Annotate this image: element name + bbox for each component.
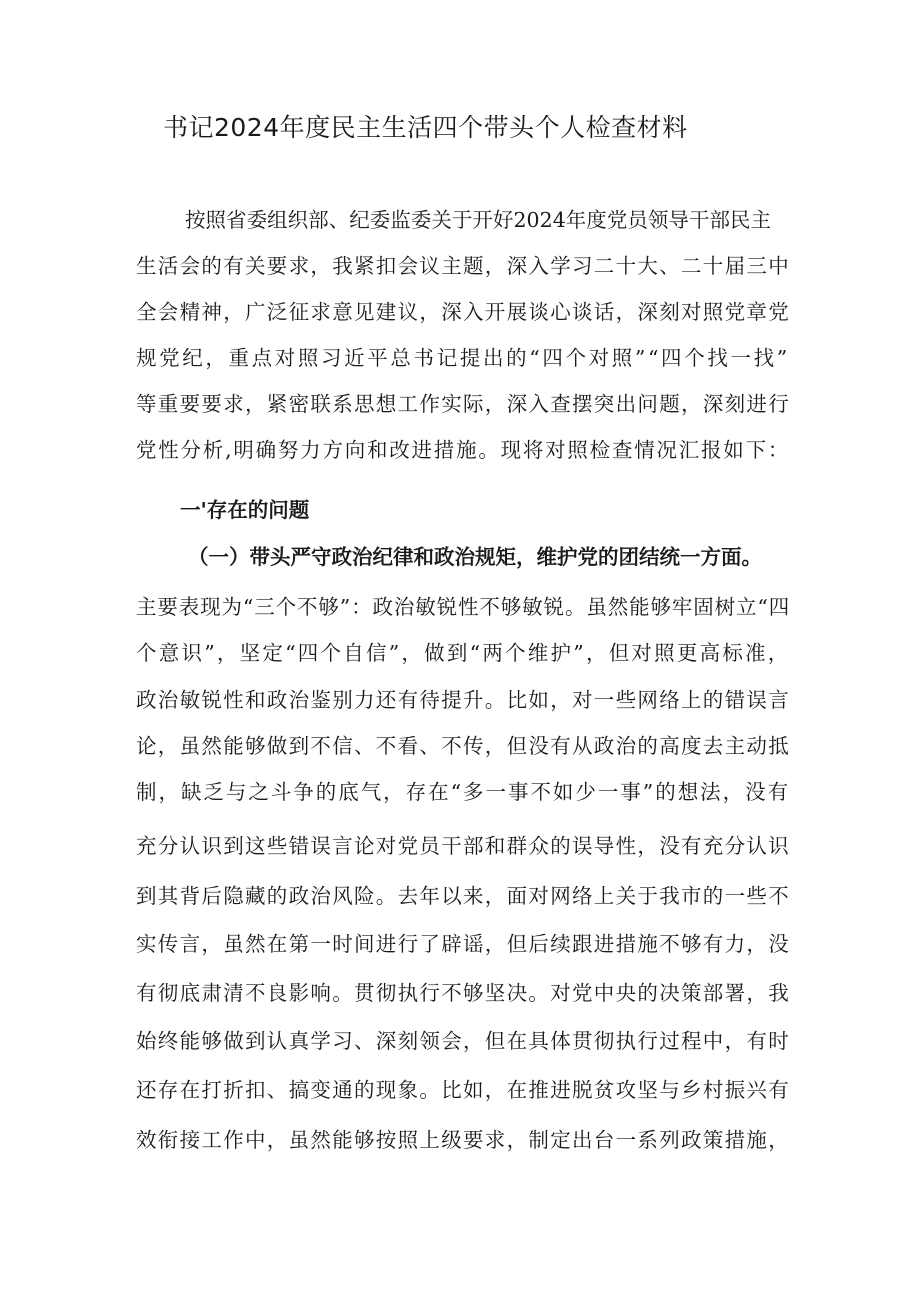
intro-line-3: 全会精神，广泛征求意见建议，深入开展谈心谈话，深刻对照党章党 bbox=[136, 300, 790, 324]
body-line-10: 始终能够做到认真学习、深刻领会，但在具体贯彻执行过程中，有时 bbox=[136, 1029, 790, 1053]
intro-line-5: 等重要要求，紧密联系思想工作实际，深入查摆突出问题，深刻进行 bbox=[136, 392, 790, 416]
intro-line-2: 生活会的有关要求，我紧扣会议主题，深入学习二十大、二十届三中 bbox=[136, 254, 790, 278]
body-line-4: 论，虽然能够做到不信、不看、不传，但没有从政治的高度去主动抵 bbox=[136, 734, 790, 758]
intro-line-1: 按照省委组织部、纪委监委关于开好2024年度党员领导干部民主 bbox=[185, 208, 772, 232]
subsection-heading: （一）带头严守政治纪律和政治规矩，维护党的团结统一方面。 bbox=[188, 545, 762, 569]
intro-line-4: 规党纪，重点对照习近平总书记提出的“四个对照”“四个找一找” bbox=[136, 346, 790, 370]
body-line-11: 还存在打折扣、搞变通的现象。比如，在推进脱贫攻坚与乡村振兴有 bbox=[136, 1078, 790, 1102]
body-line-12: 效衔接工作中，虽然能够按照上级要求，制定出台一系列政策措施， bbox=[136, 1128, 790, 1152]
body-line-7: 到其背后隐藏的政治风险。去年以来，面对网络上关于我市的一些不 bbox=[136, 884, 790, 908]
document-title: 书记2024年度民主生活四个带头个人检查材料 bbox=[163, 113, 688, 142]
body-line-8: 实传言，虽然在第一时间进行了辟谣，但后续跟进措施不够有力，没 bbox=[136, 932, 790, 956]
body-line-5: 制，缺乏与之斗争的底气，存在“多一事不如少一事”的想法，没有 bbox=[136, 780, 791, 804]
body-line-9: 有彻底肃清不良影响。贯彻执行不够坚决。对党中央的决策部署，我 bbox=[136, 981, 790, 1005]
body-line-2: 个意识”，坚定“四个自信”，做到“两个维护”，但对照更高标准， bbox=[136, 641, 791, 665]
intro-line-6: 党性分析,明确努力方向和改进措施。现将对照检查情况汇报如下： bbox=[136, 438, 791, 462]
body-line-1: 主要表现为“三个不够”：政治敏锐性不够敏锐。虽然能够牢固树立“四 bbox=[136, 595, 791, 619]
body-line-6: 充分认识到这些错误言论对党员干部和群众的误导性，没有充分认识 bbox=[136, 834, 790, 858]
body-line-3: 政治敏锐性和政治鉴别力还有待提升。比如，对一些网络上的错误言 bbox=[136, 688, 790, 712]
section-heading: 一'存在的问题 bbox=[180, 498, 310, 522]
